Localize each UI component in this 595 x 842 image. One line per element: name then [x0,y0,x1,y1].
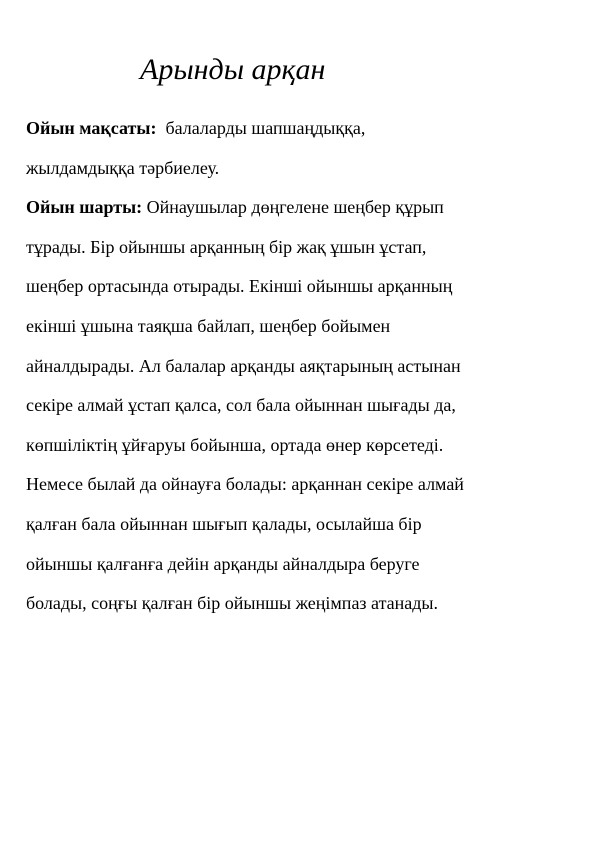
rules-line: Немесе былай да ойнауға болады: арқаннан секіре алмай [26,474,464,495]
rules-line: көпшіліктің ұйғаруы бойынша, ортада өнер көрсетеді. [26,434,444,455]
rules-line: тұрады. Бір ойыншы арқанның бір жақ ұшын ұстап, [26,236,427,257]
rules-line: ойыншы қалғанға дейін арқанды айналдыра беруге [26,553,420,574]
rules-line: секіре алмай ұстап қалса, сол бала ойыннан шығады да, [26,395,456,416]
rules-line: қалған бала ойыннан шығып қалады, осылайша бір [26,513,422,534]
document-body [26,109,571,624]
rules-line: екінші ұшына таяқша байлап, шеңбер бойымен [26,315,391,336]
goal-line-2: жылдамдыққа тәрбиелеу. [26,157,220,178]
document-title: Арынды арқан [140,53,326,86]
rules-text-1: Ойнаушылар дөңгелене шеңбер құрып [146,197,444,218]
rules-line: шеңбер ортасында отырады. Екінші ойыншы арқанның [26,276,453,297]
rules-line-1 [26,188,571,228]
goal-line-1 [26,109,571,149]
rules-label: Ойын шарты: [26,197,143,218]
goal-label: Ойын мақсаты: [26,118,157,138]
rules-line: айналдырады. Ал балалар арқанды аяқтарының астынан [26,355,461,376]
rules-line: болады, соңғы қалған бір ойыншы жеңімпаз атанады. [26,593,439,614]
goal-text-1: балаларды шапшаңдыққа, [165,118,366,138]
